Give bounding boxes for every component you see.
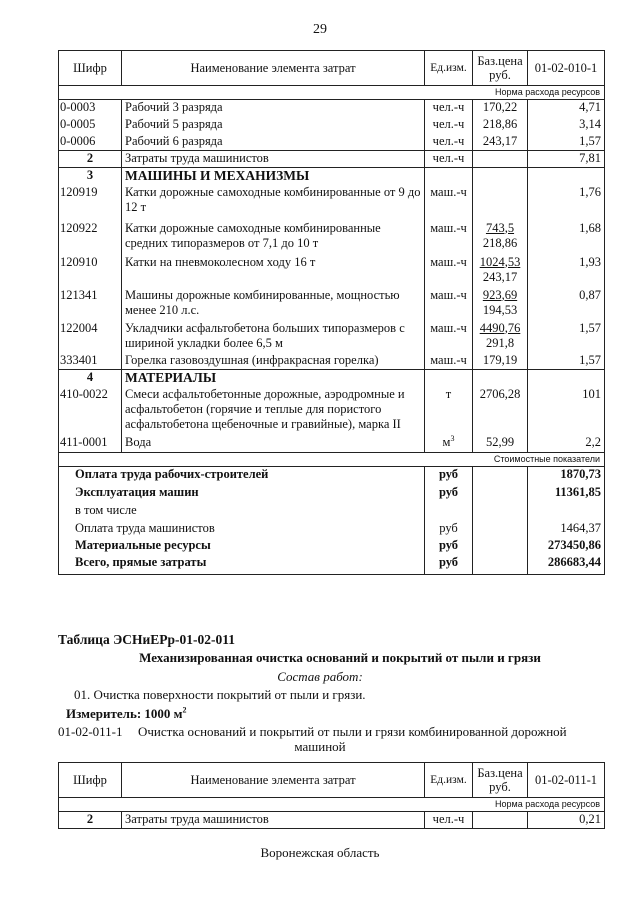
row-value: 101 [528, 387, 605, 435]
row-code: 120910 [59, 255, 122, 288]
norm-caption-row [59, 798, 605, 812]
table-row [59, 812, 605, 829]
table-row [59, 288, 605, 321]
summary-unit: руб [425, 467, 473, 485]
resource-table-1 [58, 50, 605, 575]
row-price: 218,86 [473, 117, 528, 134]
footer-region: Воронежская область [260, 845, 380, 860]
row-code: 333401 [59, 353, 122, 370]
row-unit: чел.-ч [425, 100, 473, 117]
header-unit: Ед.изм. [425, 763, 473, 798]
header-norm-code: 01-02-011-1 [528, 763, 605, 798]
row-name: Вода [122, 435, 425, 453]
table-subtitle: Механизированная очистка оснований и покрытий от пыли и грязи [139, 650, 541, 665]
row-name: Смеси асфальтобетонные дорожные, аэродромные и асфальтобетон (горячие и теплые для пористого асфальтобетона щебеночные и гравийные), марка II [122, 387, 425, 435]
row-code: 0-0003 [59, 100, 122, 117]
cost-caption-row [59, 453, 605, 467]
header-code: Шифр [59, 51, 122, 86]
work-item: 01. Очистка поверхности покрытий от пыли и грязи. [74, 687, 366, 702]
row-price [473, 185, 528, 221]
row-price: 243,17 [473, 134, 528, 151]
table-row [59, 321, 605, 353]
cost-caption: Стоимостные показатели [59, 453, 605, 467]
table-row [59, 100, 605, 117]
summary-label: в том числе [59, 503, 425, 521]
row-price-secondary: 218,86 [482, 235, 518, 250]
row-value: 0,21 [528, 812, 605, 829]
row-name: Рабочий 5 разряда [122, 117, 425, 134]
row-unit: чел.-ч [425, 812, 473, 829]
table-title: Таблица ЭСНиЕРр-01-02-011 [58, 632, 236, 647]
summary-value: 1870,73 [528, 467, 605, 485]
table-row [59, 353, 605, 370]
row-price-secondary: 194,53 [482, 302, 518, 317]
row-code: 411-0001 [59, 435, 122, 453]
summary-label: Всего, прямые затраты [59, 555, 425, 575]
summary-value: 273450,86 [528, 538, 605, 555]
table-header-row [59, 51, 605, 86]
row-unit: маш.-ч [425, 185, 473, 221]
header-price: Баз.цена руб. [473, 763, 528, 798]
table-row [59, 151, 605, 168]
row-price: 1024,53 [479, 254, 521, 269]
summary-value: 11361,85 [528, 485, 605, 503]
measure-label: Измеритель: 1000 м [66, 706, 183, 721]
row-price: 179,19 [473, 353, 528, 370]
section-title: МАШИНЫ И МЕХАНИЗМЫ [122, 168, 425, 185]
row-unit: т [425, 387, 473, 435]
row-code: 2 [59, 151, 122, 168]
table-row [59, 117, 605, 134]
row-unit: маш.-ч [425, 288, 473, 321]
summary-label: Эксплуатация машин [59, 485, 425, 503]
table-header-row [59, 763, 605, 798]
summary-row [59, 503, 605, 521]
summary-row [59, 485, 605, 503]
section-row [59, 370, 605, 387]
row-value: 1,57 [528, 321, 605, 353]
section-row [59, 168, 605, 185]
row-code: 0-0005 [59, 117, 122, 134]
row-value: 3,14 [528, 117, 605, 134]
row-price-secondary: 243,17 [482, 269, 518, 284]
summary-unit: руб [425, 555, 473, 575]
row-price: 170,22 [473, 100, 528, 117]
norm-caption: Норма расхода ресурсов [59, 798, 605, 812]
item-code: 01-02-011-1 [58, 724, 123, 739]
row-value: 7,81 [528, 151, 605, 168]
row-code: 120922 [59, 221, 122, 255]
summary-unit: руб [425, 485, 473, 503]
summary-label: Оплата труда рабочих-строителей [59, 467, 425, 485]
table-row [59, 387, 605, 435]
norm-caption-row [59, 86, 605, 100]
resource-table-2 [58, 762, 605, 829]
row-code: 122004 [59, 321, 122, 353]
row-price: 2706,28 [473, 387, 528, 435]
row-code: 120919 [59, 185, 122, 221]
summary-unit: руб [425, 538, 473, 555]
row-unit: маш.-ч [425, 353, 473, 370]
header-code: Шифр [59, 763, 122, 798]
header-price: Баз.цена руб. [473, 51, 528, 86]
section-code: 3 [59, 168, 122, 185]
row-unit: м [442, 434, 451, 449]
works-heading: Состав работ: [277, 669, 363, 684]
page-number: 29 [313, 22, 327, 37]
summary-row [59, 538, 605, 555]
row-price: 4490,76 [479, 320, 521, 335]
row-code: 410-0022 [59, 387, 122, 435]
section-code: 4 [59, 370, 122, 387]
row-price [473, 151, 528, 168]
table-row [59, 435, 605, 453]
item-desc-line1: Очистка оснований и покрытий от пыли и грязи комбинированной дорожной [138, 724, 567, 739]
summary-row [59, 555, 605, 575]
row-value: 0,87 [528, 288, 605, 321]
norm-caption: Норма расхода ресурсов [59, 86, 605, 100]
table-row [59, 255, 605, 288]
table-row [59, 134, 605, 151]
item-desc-line2: машиной [294, 739, 346, 754]
measure-sup: 2 [182, 705, 187, 715]
row-price [473, 812, 528, 829]
row-name: Затраты труда машинистов [122, 151, 425, 168]
row-unit: маш.-ч [425, 321, 473, 353]
summary-value: 1464,37 [528, 521, 605, 538]
header-name: Наименование элемента затрат [122, 763, 425, 798]
table-row [59, 185, 605, 221]
row-name: Горелка газовоздушная (инфракрасная горелка) [122, 353, 425, 370]
row-value: 2,2 [528, 435, 605, 453]
row-name: Машины дорожные комбинированные, мощностью менее 210 л.с. [122, 288, 425, 321]
row-name: Рабочий 3 разряда [122, 100, 425, 117]
row-value: 4,71 [528, 100, 605, 117]
row-code: 2 [59, 812, 122, 829]
row-value: 1,68 [528, 221, 605, 255]
row-price: 743,5 [485, 220, 515, 235]
row-code: 0-0006 [59, 134, 122, 151]
header-norm-code: 01-02-010-1 [528, 51, 605, 86]
row-name: Рабочий 6 разряда [122, 134, 425, 151]
measure-unit [66, 706, 606, 722]
row-unit: чел.-ч [425, 134, 473, 151]
summary-unit [425, 503, 473, 521]
row-unit: чел.-ч [425, 117, 473, 134]
summary-value [528, 503, 605, 521]
row-unit: чел.-ч [425, 151, 473, 168]
row-name: Затраты труда машинистов [122, 812, 425, 829]
row-price-secondary: 291,8 [485, 335, 515, 350]
summary-unit: руб [425, 521, 473, 538]
row-value: 1,57 [528, 353, 605, 370]
row-unit: маш.-ч [425, 221, 473, 255]
row-name: Катки дорожные самоходные комбинированные средних типоразмеров от 7,1 до 10 т [122, 221, 425, 255]
summary-row [59, 521, 605, 538]
summary-label: Оплата труда машинистов [59, 521, 425, 538]
row-value: 1,93 [528, 255, 605, 288]
row-value: 1,76 [528, 185, 605, 221]
row-name: Катки дорожные самоходные комбинированные от 9 до 12 т [122, 185, 425, 221]
summary-label: Материальные ресурсы [59, 538, 425, 555]
row-value: 1,57 [528, 134, 605, 151]
row-unit: маш.-ч [425, 255, 473, 288]
section-title: МАТЕРИАЛЫ [122, 370, 425, 387]
header-unit: Ед.изм. [425, 51, 473, 86]
row-code: 121341 [59, 288, 122, 321]
row-price: 52,99 [473, 435, 528, 453]
summary-row [59, 467, 605, 485]
summary-value: 286683,44 [528, 555, 605, 575]
row-name: Катки на пневмоколесном ходу 16 т [122, 255, 425, 288]
header-name: Наименование элемента затрат [122, 51, 425, 86]
table-row [59, 221, 605, 255]
row-name: Укладчики асфальтобетона больших типоразмеров с шириной укладки более 6,5 м [122, 321, 425, 353]
row-price: 923,69 [482, 287, 518, 302]
row-unit-sup: 3 [450, 433, 455, 443]
